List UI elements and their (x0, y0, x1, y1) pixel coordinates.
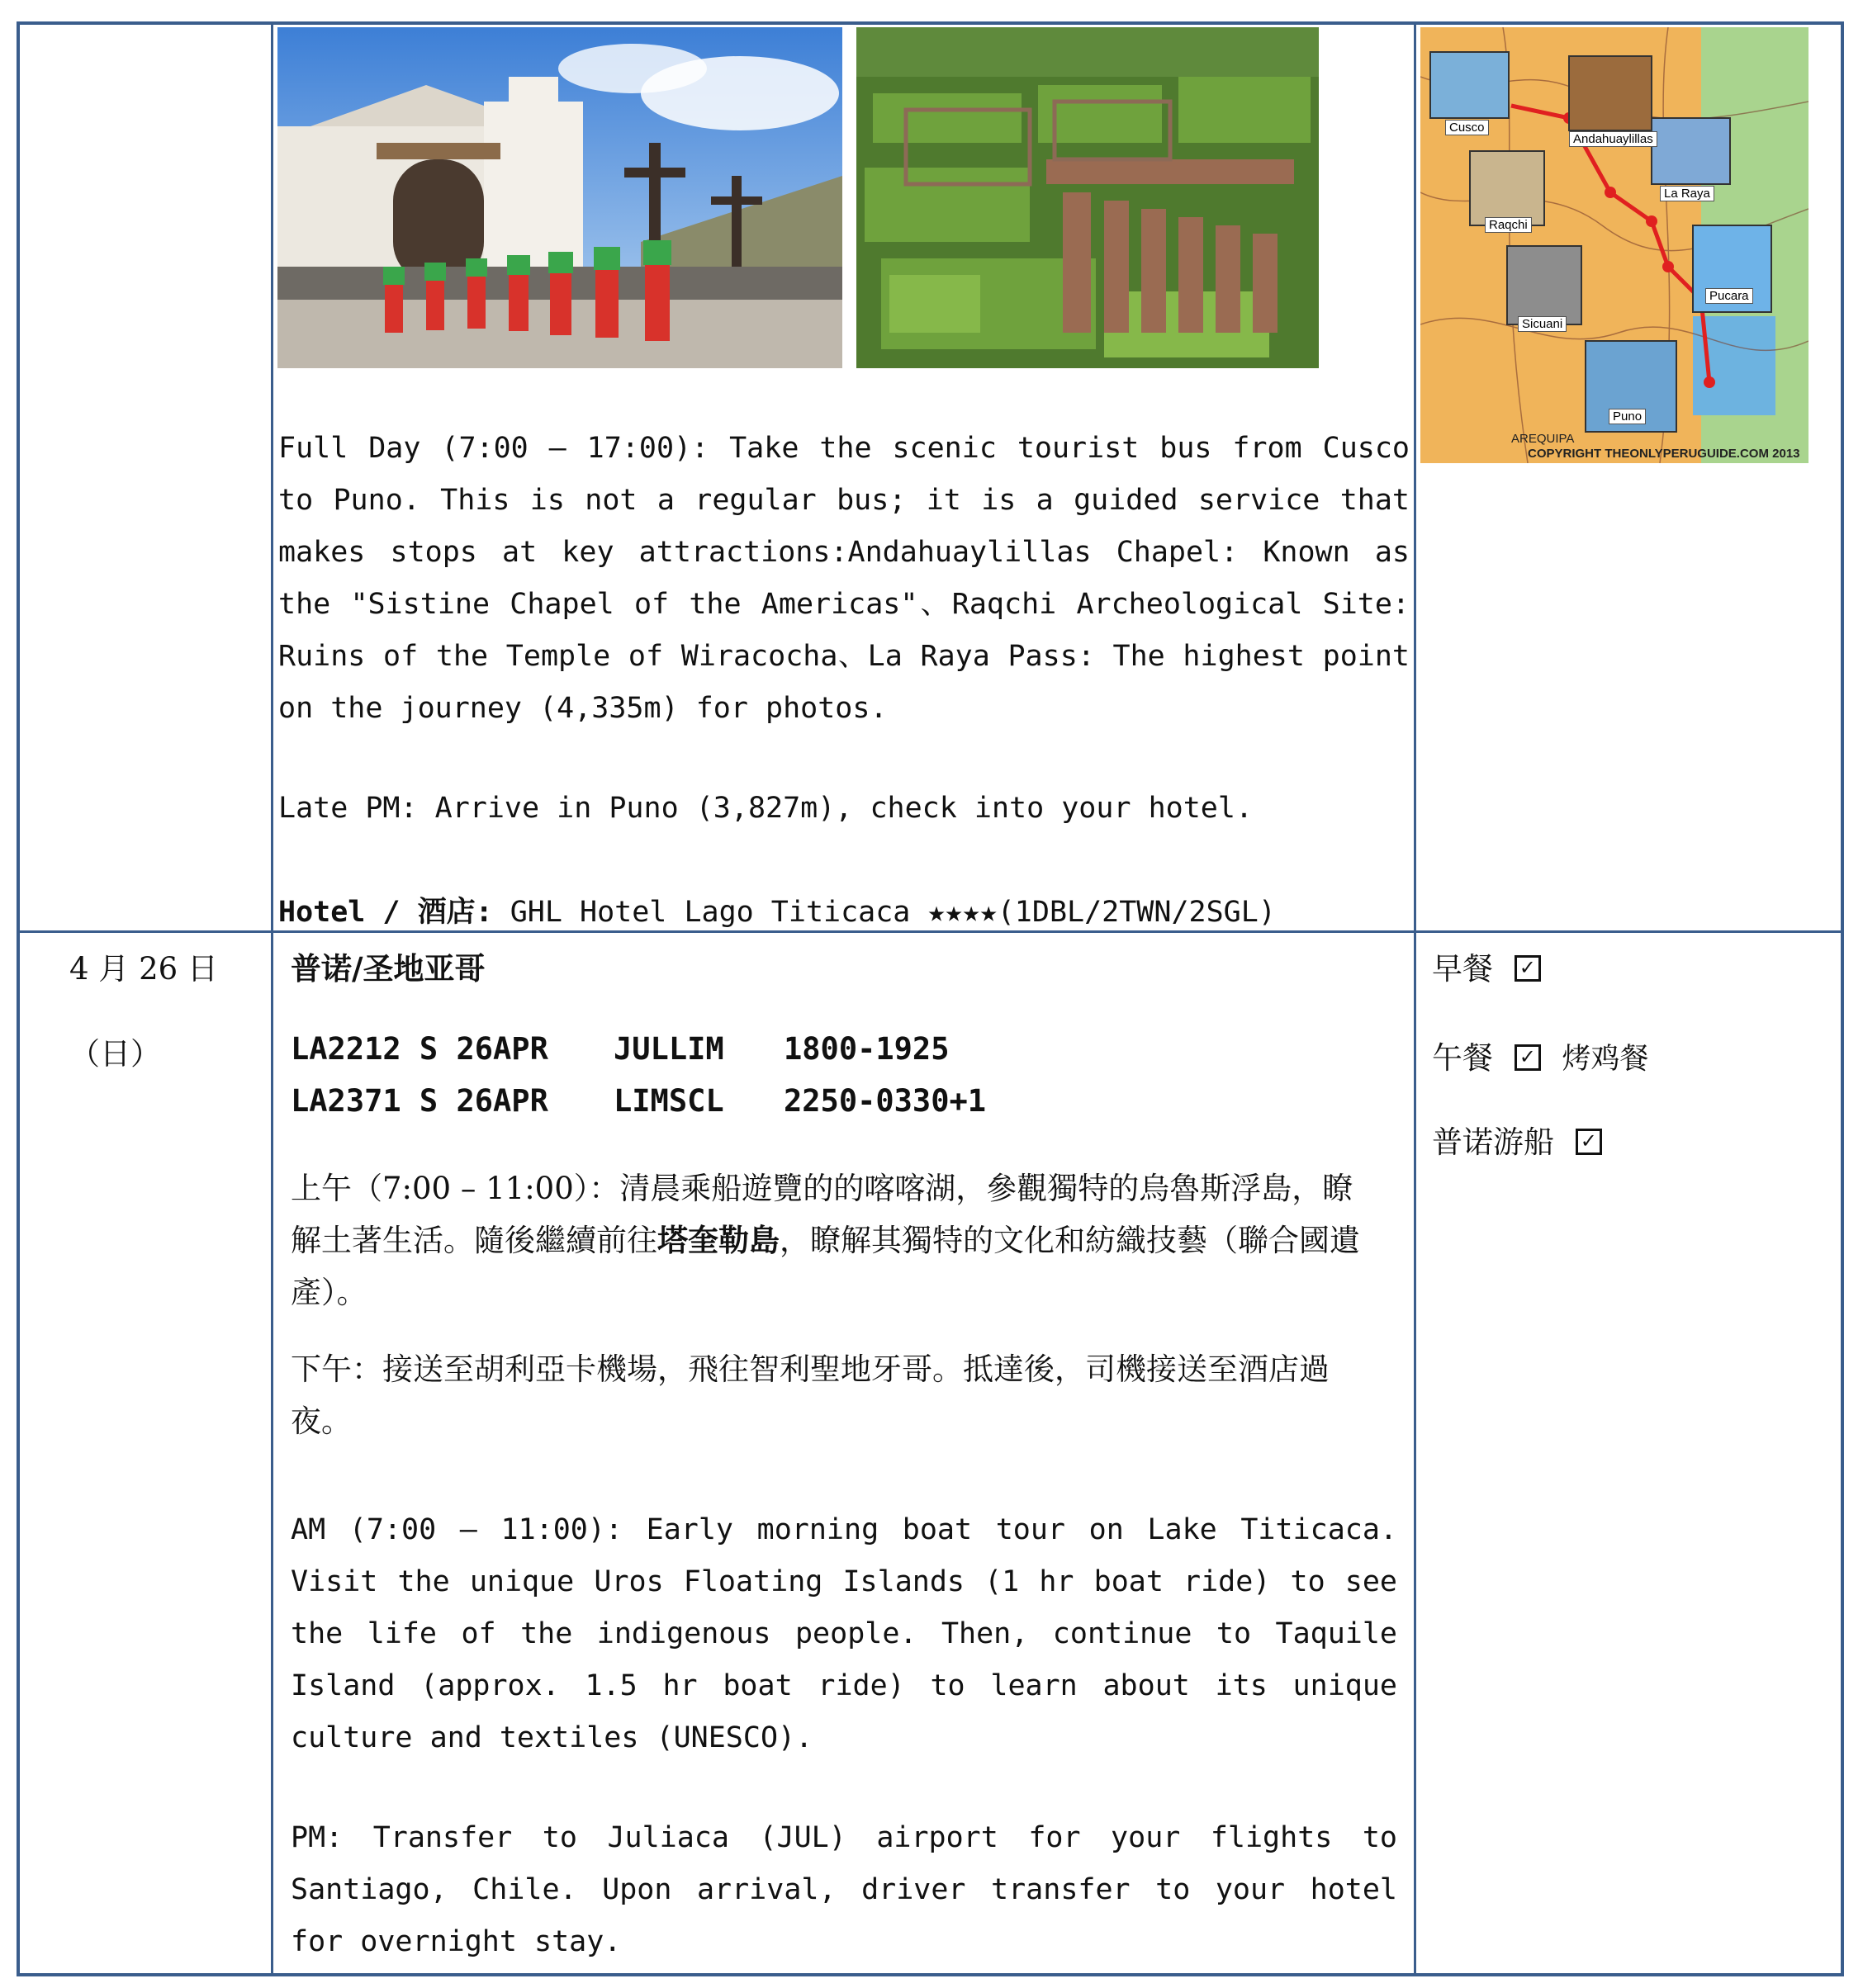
hotel-line (278, 887, 1410, 939)
en-pm-description: PM: Transfer to Juliaca (JUL) airport for your flights to Santiago, Chile. Upon arrival, driver transfer to your hotel for overnight stay. (291, 1821, 1397, 1958)
cn-am-description: 上午（7:00 – 11:00）：清晨乘船遊覽的的喀喀湖，參觀獨特的烏魯斯浮島，瞭解土著生活。隨後繼續前往塔奎勒島，瞭解其獨特的文化和紡織技藝（聯合國遺產）。 (291, 1171, 1360, 1310)
taquile-island-highlight: 塔奎勒島 (657, 1222, 780, 1258)
map-label-raqchi: Raqchi (1485, 217, 1532, 233)
lunch-note: 烤鸡餐 (1562, 1043, 1649, 1076)
late-pm-description: Late PM: Arrive in Puno (3,827m), check into your hotel. (278, 792, 1254, 825)
map-label-cusco: Cusco (1445, 120, 1489, 135)
raqchi-ruins-photo (856, 27, 1319, 368)
day-route-title: 普诺/圣地亚哥 (291, 950, 486, 987)
flight-route: LIMSCL (614, 1083, 724, 1119)
andahuaylillas-church-photo (277, 27, 842, 368)
hotel-value: GHL Hotel Lago Titicaca ★★★★(1DBL/2TWN/2SGL) (492, 896, 1276, 929)
lunch-checkbox[interactable]: ✓ (1515, 1044, 1541, 1071)
hotel-label: Hotel / 酒店: (278, 896, 493, 929)
breakfast-checkbox[interactable]: ✓ (1515, 955, 1541, 982)
meal-boat: 普诺游船 ✓ (1432, 1117, 1602, 1162)
meal-lunch: 午餐 ✓ 烤鸡餐 (1432, 1040, 1649, 1076)
top-itinerary-text (278, 423, 1410, 939)
en-itinerary (291, 1504, 1397, 1968)
map-label-sicuani: Sicuani (1518, 316, 1567, 332)
column-divider-2 (1414, 21, 1416, 1976)
map-label-pucara: Pucara (1705, 288, 1753, 304)
day-date: 4 月 26 日 (69, 951, 218, 987)
full-day-description: Full Day (7:00 – 17:00): Take the scenic tourist bus from Cusco to Puno. This is not a regular bus; it is a guided service that makes stops at key attractions:Andahuaylillas Chapel: Known as the "Sistine Chapel of the Americas"、Raqchi Archeological Site: Ruins of the Temple of Wiracocha、La Raya Pass: The highest point on the journey (4,335m) for photos. (278, 432, 1410, 725)
flight-code: LA2371 S 26APR (291, 1083, 548, 1119)
flight-time: 2250-0330+1 (784, 1083, 987, 1119)
map-region-label: AREQUIPA (1511, 432, 1575, 446)
day-weekday: （日） (69, 1036, 161, 1072)
map-label-andahuaylillas: Andahuaylillas (1569, 131, 1657, 147)
boat-checkbox[interactable]: ✓ (1576, 1129, 1602, 1155)
flight-row-1 (291, 1031, 1034, 1072)
map-label-la-raya: La Raya (1660, 186, 1714, 201)
flight-route: JULLIM (614, 1031, 724, 1067)
cn-itinerary (291, 1162, 1372, 1447)
flight-code: LA2212 S 26APR (291, 1031, 548, 1067)
route-map (1420, 27, 1808, 463)
meal-breakfast: 早餐 ✓ (1432, 944, 1541, 988)
en-am-description: AM (7:00 – 11:00): Early morning boat tour on Lake Titicaca. Visit the unique Uros Floating Islands (1 hr boat ride) to see the life of the indigenous people. Then, continue to Taquile Island (approx. 1.5 hr boat ride) to learn about its unique culture and textiles (UNESCO). (291, 1513, 1397, 1754)
column-divider-1 (271, 21, 273, 1976)
map-copyright: COPYRIGHT THEONLYPERUGUIDE.COM 2013 (1528, 447, 1800, 461)
flight-time: 1800-1925 (784, 1031, 950, 1067)
cn-pm-description: 下午：接送至胡利亞卡機場，飛往智利聖地牙哥。抵達後，司機接送至酒店過夜。 (291, 1351, 1330, 1439)
map-label-puno: Puno (1609, 409, 1646, 424)
flight-row-2 (291, 1083, 1034, 1124)
